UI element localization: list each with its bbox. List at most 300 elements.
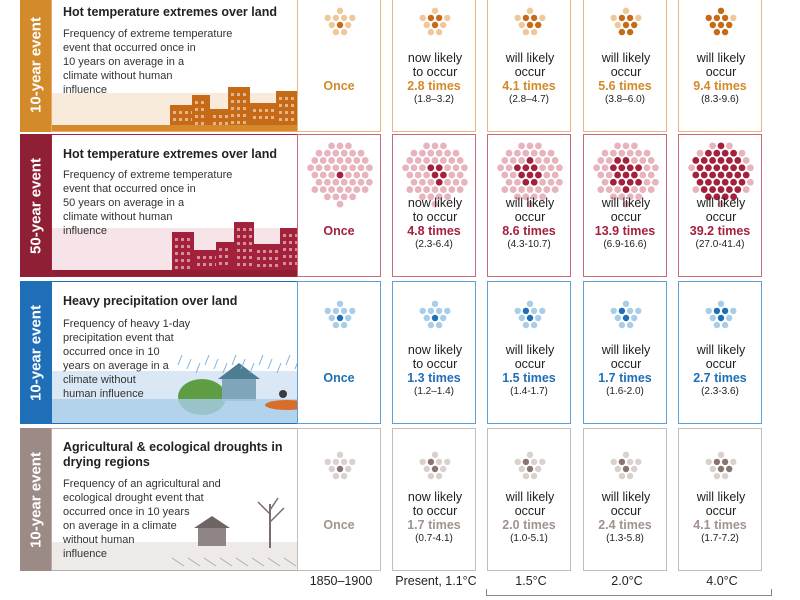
event-dot (353, 186, 360, 193)
event-dot-occurring (718, 186, 725, 193)
event-dot-occurring (523, 15, 529, 21)
frequency-range: (4.3-10.7) (507, 239, 551, 250)
event-dot (527, 186, 534, 193)
likelihood-text: will likely occur (601, 343, 651, 371)
event-dot-occurring (432, 172, 439, 179)
event-dot (631, 143, 638, 150)
frequency-cell (583, 134, 667, 277)
event-dot-occurring (714, 459, 720, 465)
event-dot (597, 157, 604, 164)
event-dot (531, 459, 537, 465)
event-dot (730, 15, 736, 21)
event-description-line: climate without human (63, 211, 173, 223)
frequency-cell (297, 0, 381, 132)
event-dot-occurring (722, 15, 728, 21)
event-dot-occurring (726, 157, 733, 164)
event-dot-occurring (705, 164, 712, 171)
event-dot (639, 157, 646, 164)
event-dot (415, 186, 422, 193)
event-dot (501, 172, 508, 179)
event-dot (362, 157, 369, 164)
event-dot (627, 308, 633, 314)
event-dot-occurring (527, 157, 534, 164)
event-dot-occurring (337, 22, 343, 28)
event-dot (730, 308, 736, 314)
event-dot-occurring (522, 164, 529, 171)
frequency-range: (8.3-9.6) (701, 94, 739, 105)
frequency-times: 9.4 times (693, 79, 747, 93)
event-dot-occurring (739, 179, 746, 186)
event-dot (448, 157, 455, 164)
event-dot (631, 157, 638, 164)
event-title: Agricultural & ecological droughts in drying regions (63, 440, 283, 469)
frequency-times: 13.9 times (594, 224, 656, 238)
event-dot (415, 172, 422, 179)
event-dot (527, 452, 533, 458)
event-dot (345, 172, 352, 179)
event-dot (519, 315, 525, 321)
event-dot-occurring (627, 179, 634, 186)
event-dot (610, 150, 617, 157)
event-dot (358, 164, 365, 171)
event-dot-occurring (631, 172, 638, 179)
event-description-line: occurred once in 10 years (63, 506, 190, 518)
event-dot (320, 186, 327, 193)
event-dot (597, 172, 604, 179)
event-dot-occurring (701, 186, 708, 193)
likelihood-text: now likely to occur (407, 343, 463, 371)
event-dot (333, 459, 339, 465)
event-dot (623, 8, 629, 14)
event-dot (535, 143, 542, 150)
event-dot (606, 186, 613, 193)
event-dot (424, 22, 430, 28)
event-dot (706, 459, 712, 465)
event-tag (20, 281, 51, 424)
frequency-dots (298, 0, 382, 89)
event-dot (349, 179, 356, 186)
event-dot (436, 322, 442, 328)
event-dot (341, 459, 347, 465)
event-dot (531, 322, 537, 328)
event-dot (341, 193, 348, 200)
event-dot-occurring (527, 315, 533, 321)
event-dot (457, 172, 464, 179)
event-dot (420, 459, 426, 465)
event-dot (419, 150, 426, 157)
event-dot (556, 164, 563, 171)
event-dot (316, 179, 323, 186)
event-dot (448, 186, 455, 193)
event-dot-occurring (730, 179, 737, 186)
event-row (20, 134, 788, 277)
event-dot (515, 15, 521, 21)
event-dot-occurring (718, 172, 725, 179)
event-dot-occurring (610, 164, 617, 171)
frequency-range: (27.0-41.4) (695, 239, 745, 250)
event-dot (457, 157, 464, 164)
frequency-cell (678, 134, 762, 277)
frequency-range: (1.0-5.1) (510, 533, 548, 544)
event-dot (453, 179, 460, 186)
event-dot (320, 157, 327, 164)
warming-level-label: Present, 1.1°C (395, 574, 477, 588)
event-dot (514, 150, 521, 157)
event-dot (337, 201, 344, 208)
event-dot (615, 22, 621, 28)
event-dot (522, 150, 529, 157)
frequency-cell (678, 281, 762, 424)
event-dot-occurring (734, 157, 741, 164)
event-dot (337, 8, 343, 14)
event-dot (543, 157, 550, 164)
event-dot (535, 186, 542, 193)
event-dot (510, 157, 517, 164)
event-dot-occurring (692, 157, 699, 164)
event-description-line: climate without human (63, 70, 173, 82)
event-dot-occurring (337, 466, 343, 472)
event-dot-occurring (436, 15, 442, 21)
event-dot (436, 308, 442, 314)
frequency-range: (1.6-2.0) (606, 386, 644, 397)
event-dot-occurring (692, 172, 699, 179)
event-dot (618, 150, 625, 157)
event-description-line: climate without (63, 374, 136, 386)
event-dot (623, 452, 629, 458)
event-description (51, 134, 307, 277)
frequency-times: Once (323, 518, 355, 532)
event-dot (349, 150, 356, 157)
event-dot (627, 150, 634, 157)
frequency-cell (392, 0, 476, 132)
event-dot (341, 322, 347, 328)
event-dot (332, 179, 339, 186)
event-dot (506, 150, 513, 157)
event-dot (453, 150, 460, 157)
frequency-cell (487, 428, 571, 571)
event-description-line: precipitation event that (63, 332, 174, 344)
event-dot-occurring (718, 315, 724, 321)
event-description-line: Frequency of extreme temperature (63, 28, 233, 40)
event-dot (329, 466, 335, 472)
event-dot (419, 164, 426, 171)
event-dot (627, 322, 633, 328)
event-dot-occurring (514, 164, 521, 171)
event-dot-occurring (623, 22, 629, 28)
likelihood-text: now likely to occur (407, 51, 463, 79)
event-dot (497, 164, 504, 171)
event-dot (324, 193, 331, 200)
event-dot (527, 143, 534, 150)
event-dot-occurring (635, 164, 642, 171)
frequency-cell (392, 134, 476, 277)
event-dot (548, 164, 555, 171)
event-dot (631, 315, 637, 321)
event-dot (325, 15, 331, 21)
event-dot (341, 308, 347, 314)
event-dot (440, 143, 447, 150)
event-dot (420, 15, 426, 21)
event-dot (739, 150, 746, 157)
event-description-line: event that occurred once in (63, 42, 196, 54)
frequency-cell (297, 281, 381, 424)
event-dot (324, 150, 331, 157)
event-dot-occurring (623, 315, 629, 321)
event-dot-occurring (623, 466, 629, 472)
event-dot-occurring (734, 186, 741, 193)
event-title: Hot temperature extremes over land (63, 5, 277, 19)
event-dot-occurring (714, 15, 720, 21)
event-dot (531, 308, 537, 314)
event-dot (307, 164, 314, 171)
event-dot (543, 172, 550, 179)
event-dot-occurring (523, 459, 529, 465)
event-dot-occurring (432, 315, 438, 321)
event-dot (427, 179, 434, 186)
event-dot-occurring (631, 22, 637, 28)
frequency-cell (678, 0, 762, 132)
event-dot-occurring (619, 459, 625, 465)
event-dot (440, 315, 446, 321)
event-row (20, 0, 788, 132)
event-dot (432, 186, 439, 193)
event-dot-occurring (627, 164, 634, 171)
event-dot (444, 150, 451, 157)
frequency-cell (583, 0, 667, 132)
event-dot-occurring (531, 164, 538, 171)
event-dot-occurring (535, 172, 542, 179)
event-dot-occurring (714, 29, 720, 35)
event-dot-occurring (722, 164, 729, 171)
event-dot (411, 179, 418, 186)
event-dot (329, 22, 335, 28)
event-dot (556, 179, 563, 186)
event-dot (718, 452, 724, 458)
event-row (20, 281, 788, 424)
event-dot-occurring (697, 164, 704, 171)
event-dot-occurring (713, 150, 720, 157)
event-dot-occurring (618, 179, 625, 186)
frequency-range: (3.8–6.0) (604, 94, 646, 105)
event-dot-occurring (718, 22, 724, 28)
event-dot (453, 164, 460, 171)
event-dot (406, 172, 413, 179)
event-dot-occurring (726, 172, 733, 179)
frequency-times: Once (323, 224, 355, 238)
event-dot (337, 452, 343, 458)
event-tag-label: 50-year event (27, 157, 44, 254)
event-dot (311, 157, 318, 164)
event-dot (548, 150, 555, 157)
frequency-cell (583, 281, 667, 424)
event-dot (444, 164, 451, 171)
event-dot (411, 150, 418, 157)
frequency-times: Once (323, 371, 355, 385)
event-dot (424, 315, 430, 321)
frequency-times: 2.8 times (407, 79, 461, 93)
event-dot (333, 473, 339, 479)
likelihood-text: will likely occur (601, 490, 651, 518)
event-dot (606, 157, 613, 164)
event-dot (428, 322, 434, 328)
event-dot (332, 150, 339, 157)
event-dot-occurring (523, 308, 529, 314)
event-dot (320, 172, 327, 179)
event-dot (461, 164, 468, 171)
frequency-cell (487, 134, 571, 277)
event-description-line: ecological drought event that (63, 492, 204, 504)
event-dot (428, 29, 434, 35)
event-dot (611, 459, 617, 465)
event-dot-occurring (635, 179, 642, 186)
event-dot-occurring (718, 8, 724, 14)
frequency-range: (2.3-6.4) (415, 239, 453, 250)
event-dot-occurring (627, 29, 633, 35)
likelihood-text: will likely occur (696, 51, 746, 79)
event-dot-occurring (726, 466, 732, 472)
event-dot (341, 29, 347, 35)
event-description-line: years on average in a (63, 360, 169, 372)
event-dot (714, 473, 720, 479)
event-dot (519, 466, 525, 472)
likelihood-text: now likely to occur (407, 490, 463, 518)
event-dot (747, 179, 754, 186)
frequency-range: (6.9-16.6) (603, 239, 647, 250)
event-dot-occurring (531, 179, 538, 186)
event-dot-occurring (427, 164, 434, 171)
event-dot (423, 186, 430, 193)
event-dot-occurring (619, 15, 625, 21)
event-dot (552, 157, 559, 164)
event-dot (552, 172, 559, 179)
event-dot (706, 308, 712, 314)
event-description-line: Frequency of heavy 1-day (63, 318, 191, 330)
event-description-line: Frequency of an agricultural and (63, 478, 221, 490)
event-dot (311, 186, 318, 193)
event-dot (692, 186, 699, 193)
event-dot (697, 150, 704, 157)
event-dot (423, 143, 430, 150)
frequency-range: (1.4-1.7) (510, 386, 548, 397)
event-dot (444, 308, 450, 314)
event-description-line: event that occurred once in (63, 183, 196, 195)
event-dot-occurring (705, 150, 712, 157)
event-dot (366, 179, 373, 186)
event-dot (436, 29, 442, 35)
event-dot-occurring (743, 172, 750, 179)
event-dot (436, 473, 442, 479)
likelihood-text: will likely occur (505, 51, 555, 79)
event-dot (324, 179, 331, 186)
event-dot (710, 466, 716, 472)
event-dot (424, 466, 430, 472)
event-dot (539, 179, 546, 186)
event-dot-occurring (522, 179, 529, 186)
frequency-range: (2.8–4.7) (508, 94, 550, 105)
event-dot (432, 452, 438, 458)
frequency-times: 1.3 times (407, 371, 461, 385)
event-dot (652, 179, 659, 186)
event-dot (593, 164, 600, 171)
event-dot (635, 459, 641, 465)
event-dot (428, 308, 434, 314)
event-dot-occurring (618, 164, 625, 171)
event-dot-occurring (619, 308, 625, 314)
event-description-line: influence (63, 548, 108, 560)
event-description-line: influence (63, 84, 108, 96)
event-dot-occurring (706, 15, 712, 21)
frequency-times: 4.1 times (693, 518, 747, 532)
event-dot (420, 308, 426, 314)
event-dot (518, 143, 525, 150)
event-dot (611, 308, 617, 314)
event-dot (333, 15, 339, 21)
event-dot (345, 186, 352, 193)
frequency-range: (2.3-3.6) (701, 386, 739, 397)
event-dot-occurring (718, 466, 724, 472)
warming-level-label: 4.0°C (706, 574, 738, 588)
event-dot (726, 143, 733, 150)
likelihood-text: will likely occur (696, 343, 746, 371)
event-dot-occurring (627, 15, 633, 21)
event-dot (614, 143, 621, 150)
event-dot (627, 473, 633, 479)
event-dot-occurring (527, 172, 534, 179)
event-row (20, 428, 788, 571)
event-dot (506, 179, 513, 186)
event-dot (527, 8, 533, 14)
event-dot (615, 466, 621, 472)
event-dot (539, 308, 545, 314)
event-dot-occurring (527, 22, 533, 28)
frequency-range: (1.2–1.4) (413, 386, 455, 397)
event-dot (539, 459, 545, 465)
event-dot-occurring (718, 143, 725, 150)
event-dot-occurring (531, 15, 537, 21)
event-dot (345, 315, 351, 321)
event-dot (644, 164, 651, 171)
event-dot (349, 459, 355, 465)
event-dot-occurring (722, 29, 728, 35)
event-dot (623, 301, 629, 307)
event-dot (635, 150, 642, 157)
frequency-times: 5.6 times (598, 79, 652, 93)
event-dot-occurring (734, 172, 741, 179)
frequency-times: 1.7 times (407, 518, 461, 532)
event-dot (688, 164, 695, 171)
event-dot (349, 193, 356, 200)
frequency-times: 2.0 times (502, 518, 556, 532)
event-dot (602, 179, 609, 186)
event-description-line: human influence (63, 388, 144, 400)
event-dot-occurring (428, 15, 434, 21)
event-dot (615, 315, 621, 321)
event-dot (648, 172, 655, 179)
frequency-range: (1.7-7.2) (701, 533, 739, 544)
event-dot (332, 164, 339, 171)
event-tag (20, 0, 51, 132)
event-dot (743, 186, 750, 193)
event-dot (366, 164, 373, 171)
event-dot (457, 186, 464, 193)
event-tag (20, 134, 51, 277)
event-dot-occurring (730, 164, 737, 171)
event-dot (337, 301, 343, 307)
event-dot-occurring (697, 179, 704, 186)
event-dot (333, 29, 339, 35)
frequency-times: 4.8 times (407, 224, 461, 238)
event-dot-occurring (337, 172, 344, 179)
